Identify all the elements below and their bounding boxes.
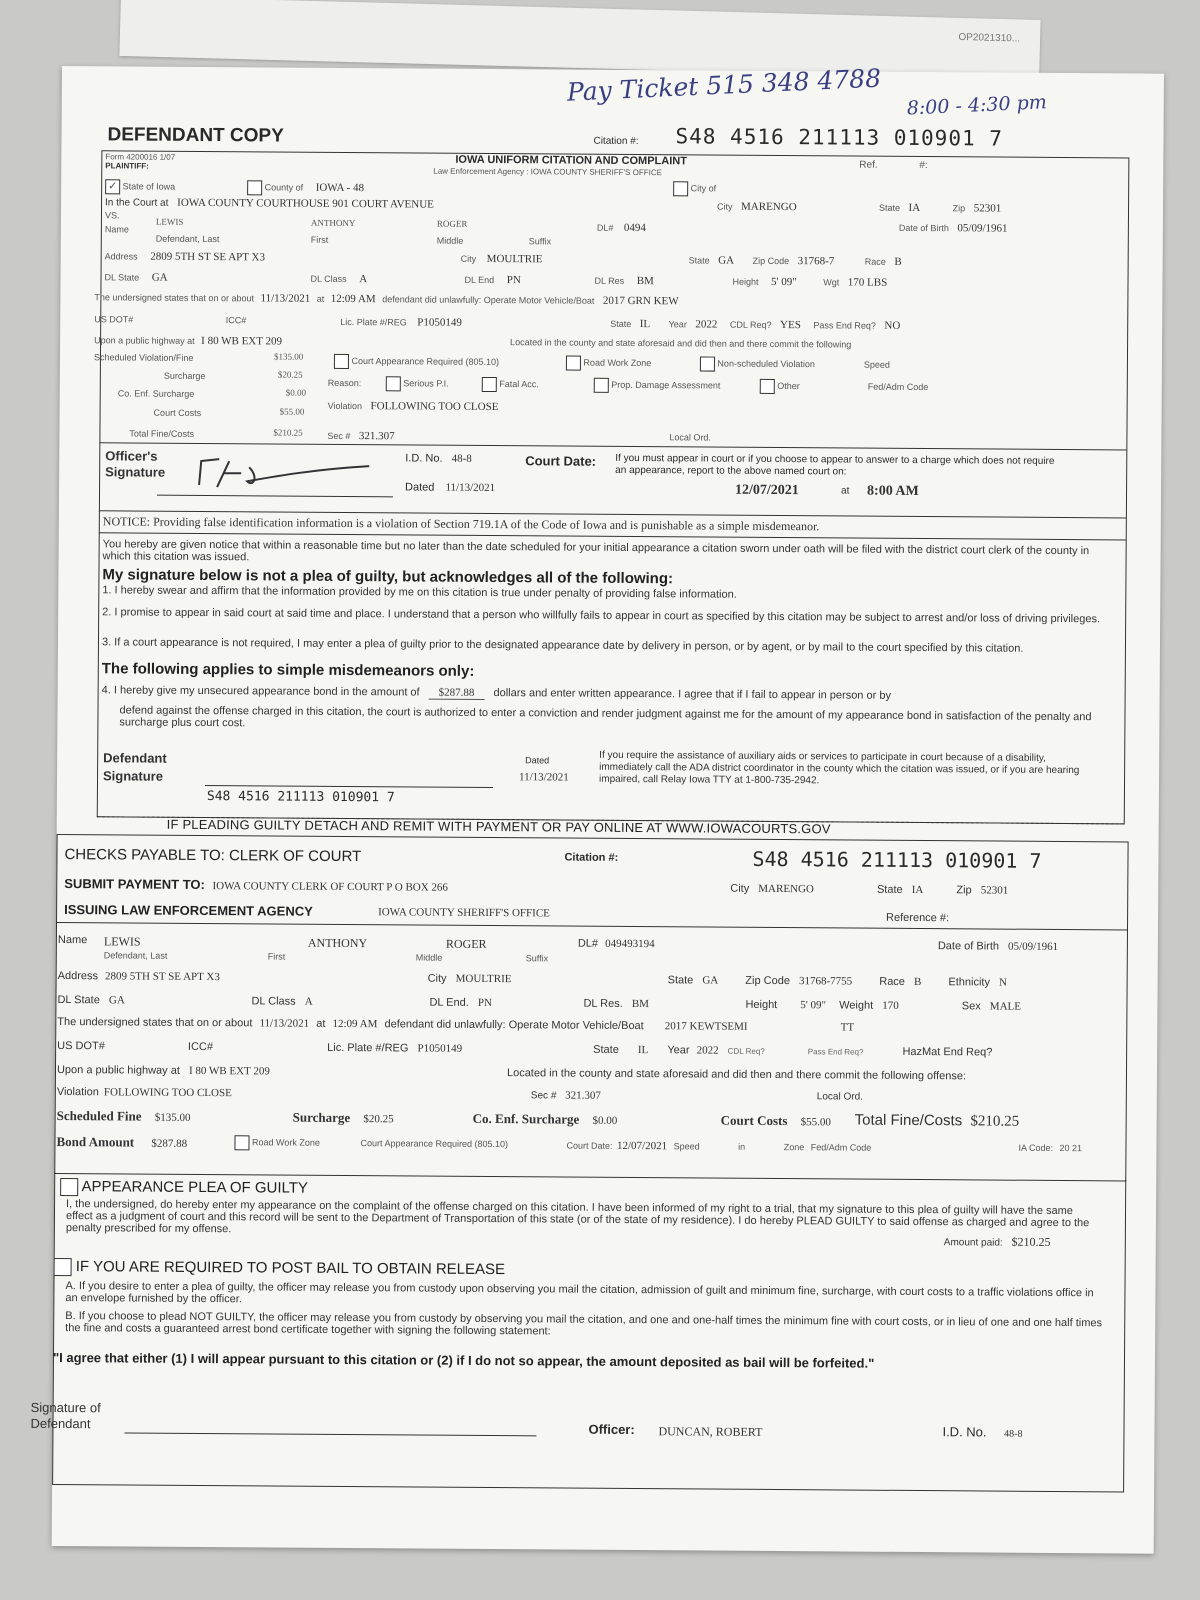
- road-work-checkbox[interactable]: [566, 356, 581, 371]
- reason-label: Reason:: [327, 377, 362, 389]
- dl-class-row: DL Class A: [310, 273, 368, 286]
- citation-label: Citation #:: [593, 135, 639, 148]
- remit-height-row: Height 5' 09" Weight 170 Sex MALE: [745, 998, 1022, 1013]
- notice-given: You hereby are given notice that within a reasonable time but no later than the date scheduled for your initial appearance a citation sworn under oath will be filed with the district court clerk of the county in which this citation was issued.: [102, 538, 1090, 564]
- remit-road-work-option[interactable]: Road Work Zone: [234, 1135, 319, 1151]
- serious-checkbox[interactable]: [386, 376, 401, 391]
- property-checkbox[interactable]: [594, 378, 609, 393]
- remit-last: LEWIS: [103, 934, 141, 949]
- remit-sub-last: Defendant, Last: [103, 950, 168, 961]
- sub-last: Defendant, Last: [155, 233, 220, 245]
- court-date-value: 12/07/2021: [735, 482, 799, 499]
- defendant-middle: ROGER: [436, 218, 468, 229]
- property-option[interactable]: Prop. Damage Assessment: [594, 378, 721, 394]
- submit-payment-row: SUBMIT PAYMENT TO: IOWA COUNTY CLERK OF COURT P O BOX 266: [64, 876, 449, 894]
- dl-number-row: DL# 0494: [596, 221, 646, 235]
- remit-undersigned-row: The undersigned states that on or about 11/13/2021 at 12:09 AM defendant did unlawfully: Operate Motor Vehicle/Boat 2017 KEWTSEMI TT: [57, 1015, 855, 1034]
- fatal-checkbox[interactable]: [482, 377, 497, 392]
- remit-ia-code-row: IA Code: 20 21: [1018, 1142, 1083, 1154]
- remit-plate-state-row: State IL Year 2022 CDL Req? Pass End Req? HazMat End Req?: [593, 1043, 993, 1059]
- road-work-option[interactable]: Road Work Zone: [566, 356, 651, 372]
- item-1: 1. I hereby swear and affirm that the information provided by me on this citation is true under penalty of providing false information.: [102, 584, 737, 601]
- ref-hash: #:: [919, 159, 928, 172]
- agency-label: ISSUING LAW ENFORCEMENT AGENCY: [64, 902, 313, 919]
- remit-sub-middle: Middle: [415, 952, 443, 963]
- remit-court-appear: Court Appearance Required (805.10): [360, 1138, 509, 1150]
- surcharge-value: $20.25: [277, 369, 303, 380]
- remit-surcharge-row: Surcharge $20.25: [292, 1109, 394, 1126]
- other-option[interactable]: Other: [760, 379, 800, 394]
- speed-label: Speed: [863, 359, 891, 370]
- county-checkbox[interactable]: [247, 180, 262, 195]
- item-4: 4. I hereby give my unsecured appearance bond in the amount of $287.88 dollars and enter written appearance. I agree that if I fail to appear in person or by: [101, 684, 892, 702]
- officer-signature: [189, 447, 389, 498]
- remit-bond-row: Bond Amount $287.88: [56, 1133, 188, 1150]
- bail-a: A. If you desire to enter a plea of guilty, the officer may release you from custody upon observing you mail the citation, admission of guilt and minimum fine, surcharge, with court costs to a traffic violations office in an envelope furnished by the officer.: [65, 1280, 1094, 1306]
- ada-notice: If you require the assistance of auxiliary aids or services to participate in court because of a disability, immediately call the ADA district coordinator in the county which the citation was issued, or if you are hearing impaired, call Relay Iowa TTY at 1-800-735-2942.: [598, 749, 1080, 787]
- amount-paid-row: Amount paid: $210.25: [943, 1234, 1051, 1249]
- sec-row: Sec # 321.307: [327, 430, 395, 443]
- non-scheduled-checkbox[interactable]: [700, 356, 715, 371]
- def-sig-label-1: Defendant: [103, 750, 167, 766]
- plea-id-row: I.D. No. 48-8: [942, 1424, 1023, 1440]
- costs-label: Court Costs: [153, 407, 202, 418]
- plea-option[interactable]: APPEARANCE PLEA OF GUILTY: [60, 1178, 308, 1198]
- form-number: Form 4200016 1/07: [105, 152, 176, 162]
- non-scheduled-option[interactable]: Non-scheduled Violation: [700, 356, 815, 372]
- court-state-row: State IA Zip 52301: [878, 201, 1002, 215]
- court-at-value: IOWA COUNTY COURTHOUSE 901 COURT AVENUE: [177, 196, 434, 211]
- highway-row: Upon a public highway at I 80 WB EXT 209: [94, 334, 283, 348]
- sched-fine-label: Scheduled Violation/Fine: [93, 352, 194, 363]
- court-appear-option[interactable]: Court Appearance Required (805.10): [334, 354, 499, 370]
- remit-total-row: Total Fine/Costs $210.25: [854, 1111, 1020, 1130]
- total-label: Total Fine/Costs: [129, 428, 195, 439]
- remit-dlstate-row: DL State GA: [57, 993, 125, 1007]
- remit-name-label: Name: [57, 933, 88, 947]
- remit-dob-row: Date of Birth 05/09/1961: [937, 940, 1059, 953]
- state-of-iowa-option[interactable]: ✓ State of Iowa: [105, 179, 175, 194]
- county-of-option[interactable]: County of IOWA - 48: [247, 180, 364, 196]
- court-city-row: City MARENGO: [716, 200, 797, 214]
- sched-fine-value: $135.00: [273, 351, 304, 362]
- bail-option[interactable]: IF YOU ARE REQUIRED TO POST BAIL TO OBTAIN RELEASE: [54, 1258, 506, 1279]
- located-text: Located in the county and state aforesaid and did then and there commit the following: [510, 337, 852, 350]
- agency-value: IOWA COUNTY SHERIFF'S OFFICE: [378, 906, 550, 920]
- remit-usdot-row: US DOT# ICC#: [57, 1039, 214, 1054]
- coenf-label: Co. Enf. Surcharge: [117, 388, 195, 399]
- checks-payable: CHECKS PAYABLE TO: CLERK OF COURT: [64, 846, 362, 866]
- remit-dlend-row: DL End. PN: [429, 996, 492, 1010]
- officer-dated-row: Dated 11/13/2021: [405, 481, 496, 495]
- remit-violation-row: Violation FOLLOWING TOO CLOSE: [56, 1085, 232, 1100]
- city-of-option[interactable]: City of: [673, 181, 716, 196]
- page-title: DEFENDANT COPY: [107, 124, 284, 147]
- costs-value: $55.00: [279, 406, 305, 417]
- officer-sig-label-2: Signature: [105, 464, 166, 480]
- remit-coenf-row: Co. Enf. Surcharge $0.00: [472, 1110, 618, 1127]
- court-appear-checkbox[interactable]: [334, 354, 349, 369]
- form-title: IOWA UNIFORM CITATION AND COMPLAINT: [455, 153, 687, 168]
- citation-number: S48 4516 211113 010901 7: [675, 124, 1004, 151]
- citation-repeat: S48 4516 211113 010901 7: [206, 789, 395, 806]
- remit-sub-first: First: [267, 951, 286, 962]
- misdemeanor-heading: The following applies to simple misdemeanors only:: [101, 660, 475, 680]
- acknowledge-heading: My signature below is not a plea of guilty, but acknowledges all of the following:: [102, 566, 674, 588]
- undersigned-row: The undersigned states that on or about 11/13/2021 at 12:09 AM defendant did unlawfully: Operate Motor Vehicle/Boat 2017 GRN KEW: [94, 292, 679, 308]
- remit-road-work-checkbox[interactable]: [234, 1135, 249, 1150]
- total-value: $210.25: [273, 427, 303, 438]
- remit-court-date-row: Court Date: 12/07/2021 Speed in Zone Fed/Adm Code: [566, 1139, 872, 1153]
- violation-row: Violation FOLLOWING TOO CLOSE: [327, 400, 499, 414]
- item-2: 2. I promise to appear in said court at said time and place. I understand that a person who willfully fails to appear in court as specified by this citation may be subject to arrest and/or loss of driving privileges.: [102, 606, 1101, 626]
- address-city-row: City MOULTRIE: [460, 252, 543, 266]
- sub-middle: Middle: [436, 235, 464, 246]
- item-3: 3. If a court appearance is not required, I may enter a plea of guilty prior to the designated appearance date by delivery in person, or by agent, or by mail to the court specified by this citation.: [101, 636, 1024, 655]
- address-state-row: State GA Zip Code 31768-7 Race B: [688, 254, 902, 268]
- plaintiff-label: PLAINTIFF:: [105, 161, 149, 171]
- remit-citation-number: S48 4516 211113 010901 7: [752, 846, 1042, 873]
- signature-label-1: Signature of: [30, 1399, 101, 1416]
- remit-state2-row: State GA Zip Code 31768-7755 Race B Ethnicity N: [667, 974, 1008, 989]
- remit-first: ANTHONY: [307, 935, 368, 951]
- signature-label-2: Defendant: [30, 1415, 91, 1432]
- handwritten-phone-note: Pay Ticket 515 348 4788: [566, 63, 882, 107]
- bond-amount: $287.88: [429, 687, 485, 700]
- sub-first: First: [310, 234, 329, 245]
- remit-sec-row: Sec # 321.307: [530, 1089, 601, 1102]
- name-label: Name: [104, 224, 129, 235]
- remit-citation-label: Citation #:: [564, 851, 619, 864]
- dob-row: Date of Birth 05/09/1961: [898, 222, 1008, 235]
- fatal-option[interactable]: Fatal Acc.: [482, 377, 539, 392]
- item-4-cont: defend against the offense charged in this citation, the court is authorized to enter a conviction and render judgment against me for the amount of my appearance bond in satisfaction of the penalty and surcharge plus court cost.: [119, 704, 1092, 730]
- remit-plate-row: Lic. Plate #/REG P1050149: [327, 1041, 463, 1055]
- remit-banner: IF PLEADING GUILTY DETACH AND REMIT WITH PAYMENT OR PAY ONLINE AT WWW.IOWACOURTS.GOV: [166, 816, 831, 837]
- height-row: Height 5' 09" Wgt 170 LBS: [732, 275, 888, 289]
- city-checkbox[interactable]: [673, 181, 688, 196]
- agency-line: Law Enforcement Agency : IOWA COUNTY SHERIFF'S OFFICE: [433, 166, 663, 178]
- remit-located-text: Located in the county and state aforesaid and did then and there commit the following offense:: [506, 1067, 967, 1083]
- ref-label: Ref.: [859, 159, 878, 171]
- remit-dlres-row: DL Res. BM: [583, 997, 650, 1011]
- other-checkbox[interactable]: [760, 379, 775, 394]
- coenf-value: $0.00: [285, 387, 307, 398]
- court-time-value: 8:00 AM: [866, 483, 919, 499]
- court-date-label: Court Date:: [525, 453, 597, 469]
- bail-agree: "I agree that either (1) I will appear pursuant to this citation or (2) if I do not so appear, the amount deposited as bail will be forfeited.": [52, 1349, 875, 1371]
- remit-address-row: Address 2809 5TH ST SE APT X3: [57, 969, 220, 984]
- citation-form: [30, 63, 1164, 1554]
- defendant-first: ANTHONY: [310, 217, 356, 229]
- def-dated-label: Dated: [525, 755, 550, 766]
- def-sig-label-2: Signature: [102, 768, 164, 784]
- plea-text: I, the undersigned, do hereby enter my appearance on the complaint of the offense charged on this citation. I have been informed of my right to a trial, that my signature to this plea of guilty will have the same effect as a judgment of court and this record will be sent to the Department of Transportation of this state (or of the state of my residence). I do hereby PLEAD GUILTY to said offense as charged and agree to the penalty prescribed for my offense.: [65, 1198, 1090, 1236]
- plea-checkbox[interactable]: [60, 1178, 78, 1196]
- reference-label: Reference #:: [886, 911, 950, 925]
- bail-checkbox[interactable]: [54, 1258, 72, 1276]
- remit-highway-row: Upon a public highway at I 80 WB EXT 209: [56, 1063, 270, 1078]
- dl-res-row: DL Res BM: [594, 275, 654, 288]
- fed-adm-label: Fed/Adm Code: [867, 381, 929, 393]
- officer-sig-label-1: Officer's: [105, 448, 158, 464]
- remit-city2-row: City MOULTRIE: [427, 972, 512, 986]
- court-date-at: at: [841, 485, 850, 497]
- remit-dlclass-row: DL Class A: [251, 995, 313, 1008]
- remit-sched-row: Scheduled Fine $135.00: [56, 1107, 191, 1124]
- officer-label: Officer:: [588, 1421, 635, 1438]
- vs-label: VS.: [104, 210, 120, 221]
- bail-b: B. If you choose to plead NOT GUILTY, the officer may release you from custody by observing you mail the citation, and one and one-half times the minimum fine with court costs, or in lieu of one and one half times the fine and costs a guaranteed arrest bond certificate together with signing the following statement:: [65, 1310, 1103, 1338]
- defendant-last: LEWIS: [155, 216, 184, 227]
- court-at-row: In the Court at IOWA COUNTY COURTHOUSE 901 COURT AVENUE: [105, 196, 434, 211]
- remit-middle: ROGER: [445, 936, 487, 951]
- officer-id-row: I.D. No. 48-8: [405, 452, 472, 465]
- officer-name: DUNCAN, ROBERT: [658, 1424, 763, 1439]
- remit-sub-suffix: Suffix: [525, 953, 549, 964]
- surcharge-label: Surcharge: [163, 370, 206, 382]
- handwritten-hours-note: 8:00 - 4:30 pm: [906, 91, 1048, 120]
- remit-costs-row: Court Costs $55.00: [720, 1112, 831, 1129]
- remit-local-ord: Local Ord.: [816, 1091, 864, 1103]
- local-ord-label: Local Ord.: [669, 432, 711, 443]
- remit-dl-row: DL# 049493194: [577, 937, 655, 951]
- address-row: Address 2809 5TH ST SE APT X3: [104, 250, 266, 264]
- back-stamp: OP2021310...: [958, 31, 1021, 45]
- county-value: IOWA - 48: [315, 181, 365, 194]
- court-date-text: If you must appear in court or if you choose to appear to answer to a charge which does not require an appearance, report to the above named court on:: [615, 452, 1055, 478]
- def-dated-value: 11/13/2021: [519, 771, 569, 784]
- remit-city-row: City MARENGO State IA Zip 52301: [730, 882, 1009, 897]
- usdot-row: US DOT# ICC#: [94, 314, 247, 326]
- plate-state-row: State IL Year 2022 CDL Req? YES Pass End Req? NO: [610, 318, 901, 332]
- dl-end-row: DL End PN: [464, 274, 521, 287]
- plate-row: Lic. Plate #/REG P1050149: [340, 316, 462, 329]
- notice-text: NOTICE: Providing false identification information is a violation of Section 719.1A of the Code of Iowa and is punishable as a simple misdemeanor.: [102, 514, 820, 534]
- dl-state-row: DL State GA: [104, 271, 168, 284]
- serious-option[interactable]: Serious P.I.: [386, 376, 449, 391]
- state-of-iowa-checkbox[interactable]: [105, 179, 120, 194]
- sub-suffix: Suffix: [528, 236, 552, 247]
